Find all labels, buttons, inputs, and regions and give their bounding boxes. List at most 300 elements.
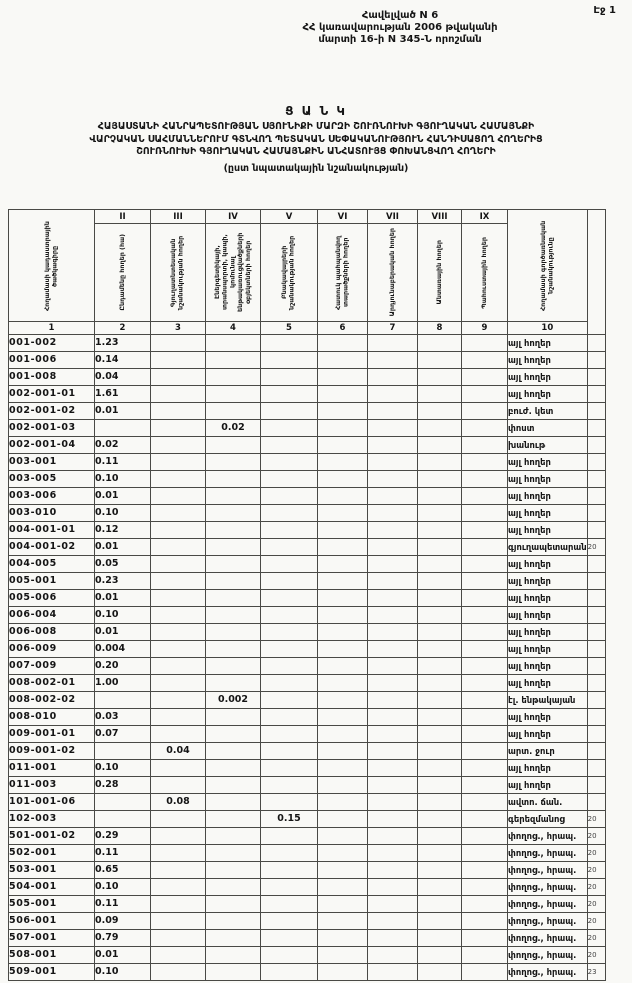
area-value: [368, 386, 418, 403]
area-value: [462, 930, 508, 947]
area-value: [206, 930, 261, 947]
table-row: [9, 556, 606, 573]
area-value: [368, 624, 418, 641]
total-area-value: 0.12: [95, 522, 151, 539]
land-use-label: փողոց., հրապ.: [508, 845, 588, 862]
table-row: [9, 624, 606, 641]
area-value: [418, 845, 462, 862]
total-area-value: 0.28: [95, 777, 151, 794]
area-value: [261, 760, 318, 777]
area-value: [318, 624, 368, 641]
area-value: 0.002: [206, 692, 261, 709]
area-value: [418, 539, 462, 556]
column-number: 8: [418, 322, 462, 335]
margin-note: [587, 522, 605, 539]
annex-line: ՀՀ կառավարության 2006 թվականի: [302, 22, 498, 34]
area-value: [261, 726, 318, 743]
parcel-code: 505-001: [9, 896, 95, 913]
area-value: [462, 403, 508, 420]
margin-note: [587, 471, 605, 488]
area-value: [261, 845, 318, 862]
land-use-label: ավտո. ճան.: [508, 794, 588, 811]
total-area-value: 1.23: [95, 335, 151, 352]
land-parcels-table: [8, 209, 606, 981]
area-value: 0.02: [206, 420, 261, 437]
total-area-value: 0.07: [95, 726, 151, 743]
table-row: [9, 369, 606, 386]
total-area-value: 0.10: [95, 471, 151, 488]
area-value: [418, 964, 462, 981]
area-value: [261, 930, 318, 947]
area-value: [368, 573, 418, 590]
land-use-label: բուժ. կետ: [508, 403, 588, 420]
area-value: [318, 862, 368, 879]
margin-note: [587, 437, 605, 454]
total-area-value: 0.10: [95, 607, 151, 624]
area-value: [151, 369, 206, 386]
table-row: [9, 709, 606, 726]
area-value: [151, 471, 206, 488]
area-value: [368, 352, 418, 369]
area-value: [318, 590, 368, 607]
area-value: [462, 862, 508, 879]
area-value: [151, 437, 206, 454]
land-use-label: այլ հողեր: [508, 641, 588, 658]
area-value: [261, 335, 318, 352]
area-value: [318, 403, 368, 420]
land-use-label: այլ հողեր: [508, 386, 588, 403]
column-number: 5: [261, 322, 318, 335]
area-value: [206, 743, 261, 760]
area-value: [318, 539, 368, 556]
area-value: [318, 658, 368, 675]
table-row: [9, 539, 606, 556]
area-value: [418, 947, 462, 964]
margin-note: [587, 675, 605, 692]
total-area-value: 0.23: [95, 573, 151, 590]
area-value: [318, 964, 368, 981]
table-row: [9, 403, 606, 420]
area-value: [418, 777, 462, 794]
area-value: [261, 522, 318, 539]
area-value: [418, 454, 462, 471]
area-value: [462, 539, 508, 556]
area-value: [261, 556, 318, 573]
margin-note: [587, 743, 605, 760]
area-value: [151, 947, 206, 964]
total-area-value: 0.11: [95, 845, 151, 862]
area-value: [206, 352, 261, 369]
table-row: [9, 845, 606, 862]
parcel-code: 006-004: [9, 607, 95, 624]
margin-note: [587, 641, 605, 658]
table-row: [9, 658, 606, 675]
area-value: [151, 556, 206, 573]
total-area-value: 0.01: [95, 488, 151, 505]
area-value: [462, 828, 508, 845]
area-value: [151, 352, 206, 369]
margin-note: [587, 726, 605, 743]
area-value: [261, 573, 318, 590]
area-value: [368, 590, 418, 607]
area-value: [206, 845, 261, 862]
area-value: [261, 641, 318, 658]
parcel-code: 001-002: [9, 335, 95, 352]
area-value: [462, 896, 508, 913]
area-value: [151, 488, 206, 505]
area-value: 0.04: [151, 743, 206, 760]
area-value: [151, 539, 206, 556]
land-use-label: այլ հողեր: [508, 454, 588, 471]
parcel-code: 008-010: [9, 709, 95, 726]
area-value: [368, 437, 418, 454]
table-row: [9, 964, 606, 981]
table-row: [9, 913, 606, 930]
area-value: [206, 675, 261, 692]
parcel-code: 003-006: [9, 488, 95, 505]
table-row: [9, 488, 606, 505]
area-value: [318, 454, 368, 471]
area-value: [462, 420, 508, 437]
area-value: [318, 794, 368, 811]
area-value: [151, 624, 206, 641]
area-value: [368, 454, 418, 471]
total-area-value: 0.10: [95, 964, 151, 981]
margin-note: [587, 505, 605, 522]
area-value: [318, 743, 368, 760]
area-value: [368, 522, 418, 539]
area-value: [318, 930, 368, 947]
area-value: 0.15: [261, 811, 318, 828]
parcel-code: 009-001-02: [9, 743, 95, 760]
area-value: [318, 352, 368, 369]
area-value: [462, 386, 508, 403]
margin-note: 23: [587, 964, 605, 981]
area-value: [418, 488, 462, 505]
parcel-code: 003-001: [9, 454, 95, 471]
area-value: [462, 964, 508, 981]
land-use-label: այլ հողեր: [508, 709, 588, 726]
total-area-value: 0.79: [95, 930, 151, 947]
table-row: [9, 947, 606, 964]
land-use-label: այլ հողեր: [508, 658, 588, 675]
land-use-label: փողոց., հրապ.: [508, 862, 588, 879]
column-header-reserve: Պահուստային հողեր: [462, 224, 508, 322]
total-area-value: 0.03: [95, 709, 151, 726]
area-value: [368, 471, 418, 488]
parcel-code: 002-001-01: [9, 386, 95, 403]
table-row: [9, 607, 606, 624]
area-value: [418, 403, 462, 420]
area-value: [418, 590, 462, 607]
land-use-label: գյուղապետարան: [508, 539, 588, 556]
area-value: [151, 930, 206, 947]
area-value: [318, 811, 368, 828]
area-value: [151, 913, 206, 930]
area-value: [462, 913, 508, 930]
area-value: [318, 573, 368, 590]
area-value: [151, 573, 206, 590]
margin-note: [587, 590, 605, 607]
area-value: [418, 743, 462, 760]
column-numbers-row: [9, 322, 606, 335]
area-value: [261, 437, 318, 454]
land-use-label: այլ հողեր: [508, 607, 588, 624]
parcel-code: 502-001: [9, 845, 95, 862]
total-area-value: 0.01: [95, 590, 151, 607]
area-value: [261, 896, 318, 913]
area-value: [206, 658, 261, 675]
document-title-block: [0, 104, 632, 174]
margin-note: [587, 607, 605, 624]
parcel-code: 509-001: [9, 964, 95, 981]
parcel-code: 003-010: [9, 505, 95, 522]
column-number: 7: [368, 322, 418, 335]
area-value: [206, 573, 261, 590]
annex-line: Հավելված N 6: [361, 10, 439, 21]
parcel-code: 002-001-02: [9, 403, 95, 420]
margin-note: 20: [587, 896, 605, 913]
column-number: 4: [206, 322, 261, 335]
total-area-value: 0.10: [95, 760, 151, 777]
area-value: [418, 641, 462, 658]
total-area-value: 0.11: [95, 896, 151, 913]
table-body: [9, 335, 606, 981]
area-value: [261, 369, 318, 386]
area-value: [368, 709, 418, 726]
column-header-settlement: Բնակավայրերի նշանակության հողեր: [261, 224, 318, 322]
margin-note: [587, 760, 605, 777]
area-value: [462, 879, 508, 896]
column-number: 1: [9, 322, 95, 335]
area-value: [462, 454, 508, 471]
document-title: Ց Ա Ն Կ: [285, 104, 347, 118]
area-value: [261, 471, 318, 488]
total-area-value: 0.20: [95, 658, 151, 675]
area-value: [462, 335, 508, 352]
area-value: [462, 675, 508, 692]
land-use-label: փողոց., հրապ.: [508, 879, 588, 896]
total-area-value: 0.01: [95, 624, 151, 641]
page-number-label: Էջ 1: [593, 5, 616, 16]
area-value: [261, 352, 318, 369]
area-value: [368, 335, 418, 352]
area-value: [261, 913, 318, 930]
area-value: [261, 794, 318, 811]
column-header-agricultural: Գյուղատնտեսական նշանակության հողեր: [151, 224, 206, 322]
area-value: [206, 760, 261, 777]
area-value: [418, 352, 462, 369]
area-value: [151, 403, 206, 420]
area-value: [318, 709, 368, 726]
area-value: [368, 811, 418, 828]
area-value: [462, 352, 508, 369]
area-value: [418, 692, 462, 709]
area-value: [318, 777, 368, 794]
area-value: [462, 726, 508, 743]
roman-numeral-row: [9, 210, 606, 224]
land-use-label: այլ հողեր: [508, 522, 588, 539]
table-row: [9, 386, 606, 403]
area-value: [151, 726, 206, 743]
area-value: [261, 828, 318, 845]
parcel-code: 002-001-03: [9, 420, 95, 437]
land-use-label: այլ հողեր: [508, 471, 588, 488]
area-value: [151, 590, 206, 607]
area-value: [151, 522, 206, 539]
land-use-label: փողոց., հրապ.: [508, 930, 588, 947]
parcel-code: 006-009: [9, 641, 95, 658]
parcel-code: 005-006: [9, 590, 95, 607]
annex-header: [226, 10, 574, 47]
area-value: [151, 641, 206, 658]
total-area-value: 0.04: [95, 369, 151, 386]
area-value: [318, 641, 368, 658]
area-value: [318, 471, 368, 488]
parcel-code: 102-003: [9, 811, 95, 828]
document-subtitle-line: ՎԱՐՉԱԿԱՆ ՍԱՀՄԱՆՆԵՐՈՒՄ ԳՏՆՎՈՂ ՊԵՏԱԿԱՆ ՍԵՓԱԿԱՆՈՒԹՅՈՒՆ ՀԱՆԴԻՍԱՑՈՂ ՀՈՂԵՐԻՑ: [89, 133, 543, 145]
area-value: [368, 964, 418, 981]
roman-numeral: II: [95, 210, 151, 224]
total-area-value: 0.01: [95, 403, 151, 420]
roman-numeral: VI: [318, 210, 368, 224]
area-value: [462, 522, 508, 539]
land-use-label: խանութ: [508, 437, 588, 454]
area-value: [151, 335, 206, 352]
parcel-code: 506-001: [9, 913, 95, 930]
area-value: [151, 760, 206, 777]
area-value: [418, 879, 462, 896]
column-header-forest: Անտառային հողեր: [418, 224, 462, 322]
area-value: [368, 879, 418, 896]
land-use-label: այլ հողեր: [508, 760, 588, 777]
parcel-code: 006-008: [9, 624, 95, 641]
area-value: [206, 471, 261, 488]
table-row: [9, 675, 606, 692]
parcel-code: 004-005: [9, 556, 95, 573]
land-use-label: այլ հողեր: [508, 726, 588, 743]
area-value: [261, 386, 318, 403]
area-value: [318, 947, 368, 964]
total-area-value: 1.00: [95, 675, 151, 692]
area-value: [368, 607, 418, 624]
area-value: [368, 505, 418, 522]
document-subtitle-line: ՇՈՒՌՆՈՒԽԻ ԳՅՈՒՂԱԿԱՆ ՀԱՄԱՅՆՔԻՆ ԱՆՀԱՏՈՒՅՑ ՓՈԽԱՆՑՎՈՂ ՀՈՂԵՐԻ: [136, 146, 496, 158]
parcel-code: 508-001: [9, 947, 95, 964]
area-value: [418, 607, 462, 624]
area-value: [206, 539, 261, 556]
roman-numeral: VIII: [418, 210, 462, 224]
parcel-code: 002-001-04: [9, 437, 95, 454]
land-use-label: փողոց., հրապ.: [508, 947, 588, 964]
area-value: [418, 930, 462, 947]
land-use-label: այլ հողեր: [508, 556, 588, 573]
total-area-value: [95, 743, 151, 760]
area-value: [368, 658, 418, 675]
table-row: [9, 335, 606, 352]
area-value: [418, 811, 462, 828]
margin-note: 20: [587, 828, 605, 845]
land-use-label: այլ հողեր: [508, 369, 588, 386]
total-area-value: 0.05: [95, 556, 151, 573]
area-value: [206, 913, 261, 930]
area-value: [206, 522, 261, 539]
area-value: [418, 369, 462, 386]
table-row: [9, 726, 606, 743]
land-use-label: այլ հողեր: [508, 335, 588, 352]
area-value: [206, 505, 261, 522]
area-value: [261, 777, 318, 794]
land-use-label: այլ հողեր: [508, 488, 588, 505]
area-value: [261, 862, 318, 879]
land-use-label: այլ հողեր: [508, 352, 588, 369]
area-value: [368, 930, 418, 947]
area-value: [368, 641, 418, 658]
area-value: [368, 403, 418, 420]
area-value: [462, 777, 508, 794]
area-value: [418, 386, 462, 403]
table-row: [9, 454, 606, 471]
area-value: [368, 743, 418, 760]
area-value: [418, 828, 462, 845]
margin-note: 20: [587, 539, 605, 556]
table-row: [9, 862, 606, 879]
table-row: [9, 641, 606, 658]
area-value: [261, 403, 318, 420]
table-row: [9, 420, 606, 437]
margin-note: [587, 403, 605, 420]
margin-note: [587, 658, 605, 675]
column-header-total: Ընդամենը հողեր (հա): [95, 224, 151, 322]
area-value: [418, 335, 462, 352]
area-value: [462, 658, 508, 675]
area-value: [318, 488, 368, 505]
parcel-code: 503-001: [9, 862, 95, 879]
margin-note: [587, 454, 605, 471]
area-value: [462, 845, 508, 862]
parcel-code: 008-002-01: [9, 675, 95, 692]
parcel-code: 009-001-01: [9, 726, 95, 743]
area-value: [261, 743, 318, 760]
area-value: [462, 794, 508, 811]
table-row: [9, 692, 606, 709]
area-value: [151, 454, 206, 471]
table-row: [9, 794, 606, 811]
parcel-code: 001-008: [9, 369, 95, 386]
area-value: [462, 488, 508, 505]
total-area-value: 0.65: [95, 862, 151, 879]
parcel-code: 004-001-02: [9, 539, 95, 556]
area-value: [318, 556, 368, 573]
area-value: [206, 777, 261, 794]
area-value: [151, 845, 206, 862]
margin-note: [587, 420, 605, 437]
land-use-label: այլ հողեր: [508, 777, 588, 794]
area-value: [368, 862, 418, 879]
area-value: [318, 692, 368, 709]
area-value: [206, 879, 261, 896]
parcel-code: 003-005: [9, 471, 95, 488]
area-value: [368, 760, 418, 777]
area-value: [368, 488, 418, 505]
area-value: [261, 879, 318, 896]
area-value: [318, 675, 368, 692]
column-header-code: Հողամասի կադաստրային ծածկագիրը: [9, 210, 95, 322]
area-value: [206, 726, 261, 743]
area-value: [151, 777, 206, 794]
total-area-value: 0.01: [95, 539, 151, 556]
area-value: [418, 471, 462, 488]
